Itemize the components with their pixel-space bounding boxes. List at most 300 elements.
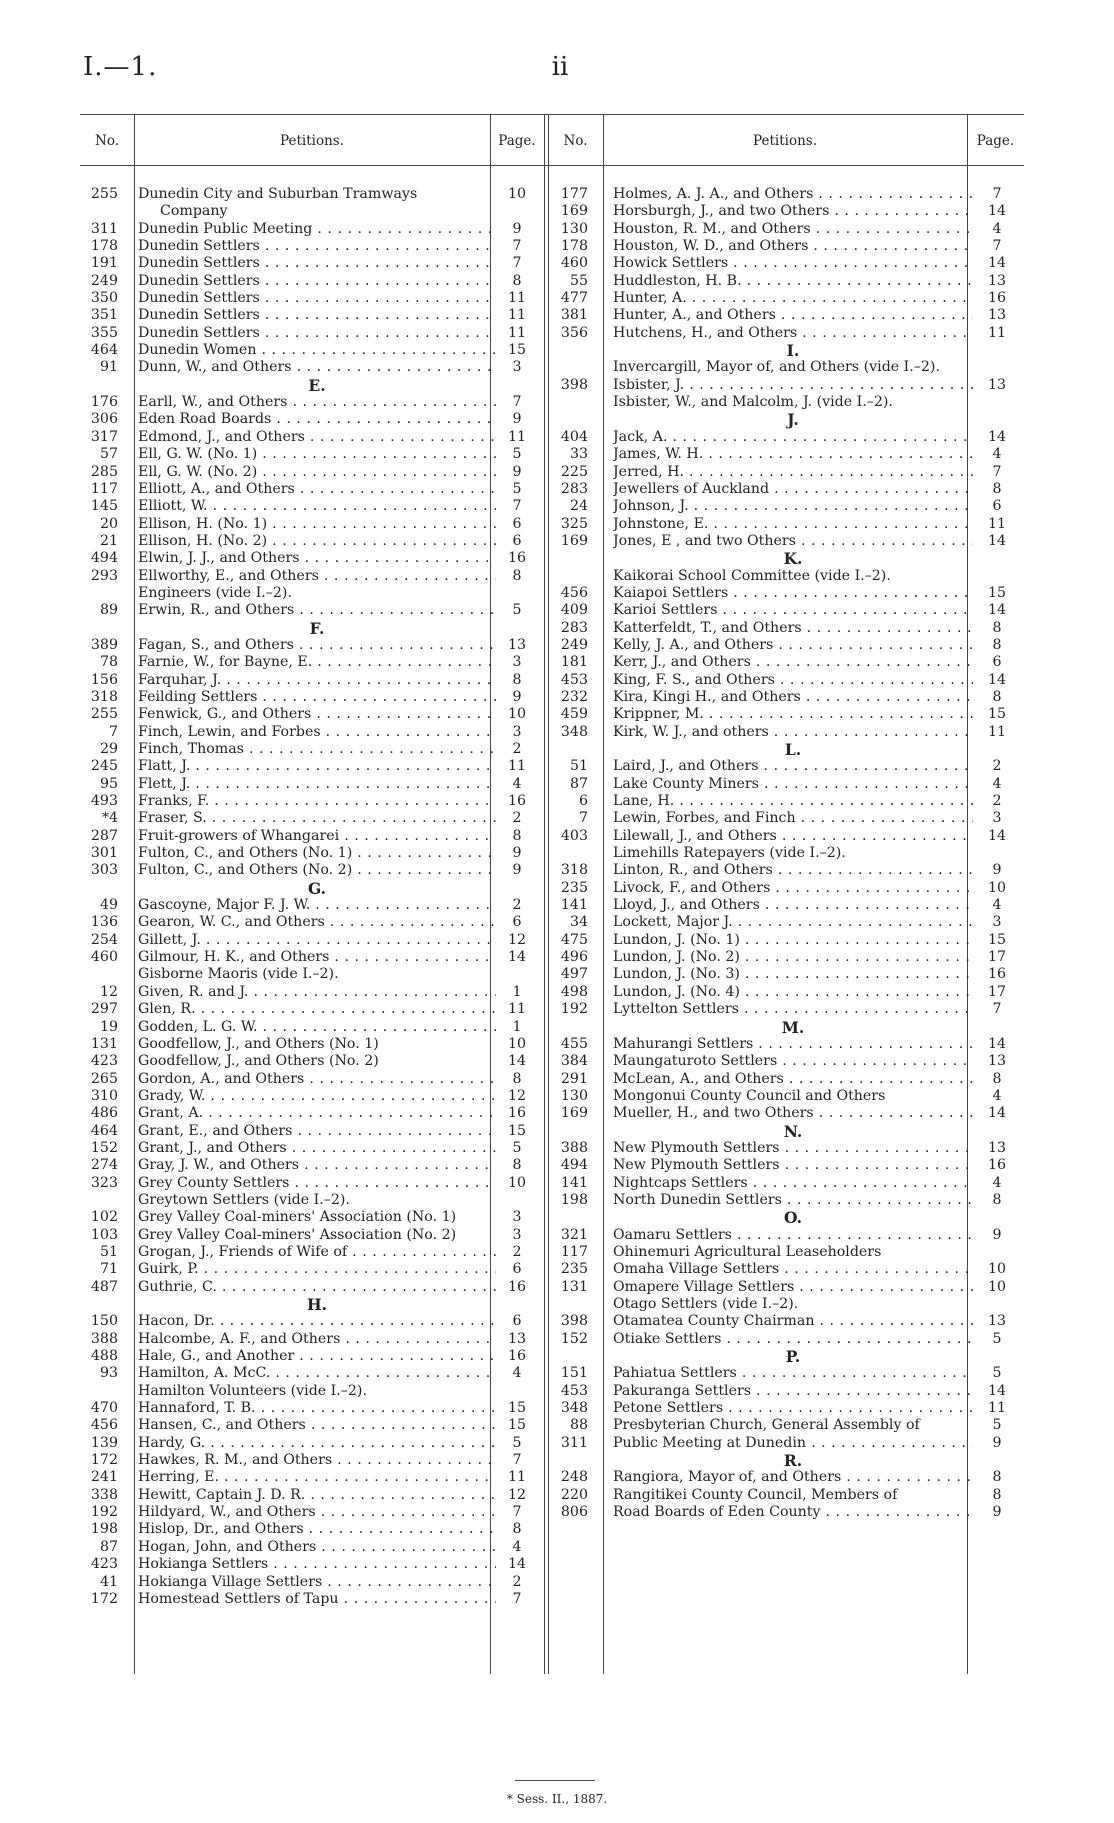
petition-row bbox=[548, 1071, 1024, 1088]
petition-page: 13 bbox=[987, 1139, 1007, 1156]
petition-number: 249 bbox=[560, 636, 588, 653]
right-header-page: Page. bbox=[976, 133, 1015, 149]
petition-name: Fenwick, G., and Others . . bbox=[138, 706, 496, 723]
petition-row bbox=[548, 1417, 1024, 1434]
petition-row bbox=[80, 307, 540, 324]
petition-row bbox=[548, 255, 1024, 272]
petition-page: 2 bbox=[992, 793, 1002, 810]
petition-row bbox=[80, 776, 540, 793]
petition-name: Dunedin Settlers . . bbox=[138, 325, 496, 342]
petition-name: Franks, F. . . bbox=[138, 793, 496, 810]
section-letter-heading bbox=[548, 1209, 1024, 1226]
petition-row bbox=[80, 654, 540, 671]
petition-name: Houston, W. D., and Others . . bbox=[613, 238, 973, 255]
petition-page: 4 bbox=[992, 897, 1002, 914]
petition-page: 14 bbox=[987, 428, 1007, 445]
petition-page: 16 bbox=[507, 550, 527, 567]
petition-row bbox=[80, 411, 540, 428]
petition-number: 20 bbox=[99, 515, 118, 532]
section-letter-heading bbox=[548, 550, 1024, 567]
petition-row bbox=[548, 1279, 1024, 1296]
table-header-rule bbox=[80, 165, 1024, 166]
petition-row bbox=[548, 1313, 1024, 1330]
petition-number: 178 bbox=[90, 238, 118, 255]
petition-number: 493 bbox=[90, 793, 118, 810]
petition-page: 3 bbox=[992, 914, 1002, 931]
left-header-no: No. bbox=[95, 133, 119, 149]
petition-name: Hamilton Volunteers (vide I.–2). bbox=[138, 1382, 367, 1399]
petition-page: 16 bbox=[987, 1157, 1007, 1174]
petition-row bbox=[80, 897, 540, 914]
petition-number: 57 bbox=[99, 446, 118, 463]
petition-page: 2 bbox=[512, 741, 522, 757]
petition-number: 241 bbox=[90, 1469, 118, 1486]
petition-number: 453 bbox=[560, 1382, 588, 1399]
petition-page: 11 bbox=[987, 1400, 1007, 1417]
petition-page: 15 bbox=[507, 1400, 527, 1417]
petition-number: 456 bbox=[90, 1417, 118, 1434]
petition-page: 11 bbox=[987, 324, 1007, 341]
petition-name: Kaikorai School Committee (vide I.–2). bbox=[613, 567, 891, 584]
petition-row bbox=[80, 984, 540, 1001]
petition-page: 14 bbox=[987, 255, 1007, 272]
petition-row bbox=[548, 724, 1024, 741]
petition-name: Company bbox=[160, 203, 228, 220]
petition-page: 6 bbox=[512, 515, 522, 532]
petition-row bbox=[80, 1383, 540, 1400]
petition-row bbox=[80, 255, 540, 272]
petition-number: 806 bbox=[560, 1504, 588, 1521]
petition-page: 15 bbox=[507, 1122, 527, 1139]
petition-row bbox=[80, 1521, 540, 1538]
petition-row bbox=[548, 221, 1024, 238]
petition-number: 172 bbox=[90, 1590, 118, 1607]
petition-number: 131 bbox=[560, 1278, 588, 1295]
petition-page: 8 bbox=[992, 1191, 1002, 1208]
petition-name: Johnstone, E. . . bbox=[613, 516, 973, 533]
petition-name: Erwin, R., and Others . . bbox=[138, 602, 496, 619]
petition-page: 2 bbox=[512, 1573, 522, 1590]
petition-row bbox=[80, 1140, 540, 1157]
petition-row bbox=[80, 568, 540, 585]
petition-name: Hislop, Dr., and Others . . bbox=[138, 1521, 496, 1538]
petition-name: Lewin, Forbes, and Finch . . bbox=[613, 810, 973, 827]
petition-name: Dunedin Women . . bbox=[138, 342, 496, 359]
petition-number: 381 bbox=[560, 307, 588, 324]
petition-row bbox=[80, 481, 540, 498]
petition-name: Horsburgh, J., and two Others . . bbox=[613, 203, 973, 220]
petition-number: 91 bbox=[99, 359, 118, 376]
petition-page: 13 bbox=[507, 636, 527, 653]
petition-name: Grey County Settlers . . bbox=[138, 1175, 496, 1192]
petition-row bbox=[548, 949, 1024, 966]
petition-number: 71 bbox=[99, 1261, 118, 1278]
petition-name: Petone Settlers . . bbox=[613, 1400, 973, 1417]
section-letter-heading bbox=[548, 411, 1024, 428]
petition-name: Herring, E. . . bbox=[138, 1469, 496, 1486]
petition-page: 11 bbox=[507, 307, 527, 324]
petition-row bbox=[80, 394, 540, 411]
petition-page: 10 bbox=[987, 1278, 1007, 1295]
petition-name: Mahurangi Settlers . . bbox=[613, 1036, 973, 1053]
petition-name: New Plymouth Settlers . . bbox=[613, 1140, 973, 1157]
petition-number: 130 bbox=[560, 220, 588, 237]
section-letter: F. bbox=[309, 618, 325, 638]
petition-name: Otiake Settlers . . bbox=[613, 1331, 973, 1348]
petition-number: 355 bbox=[90, 324, 118, 341]
petition-name: Huddleston, H. B. . . bbox=[613, 273, 973, 290]
petition-row bbox=[80, 672, 540, 689]
petition-row bbox=[80, 1487, 540, 1504]
petition-name: Flatt, J. . . bbox=[138, 758, 496, 775]
petition-name: Lake County Miners . . bbox=[613, 776, 973, 793]
petition-name: Goodfellow, J., and Others (No. 2) bbox=[138, 1053, 379, 1070]
petition-number: 130 bbox=[560, 1087, 588, 1104]
petition-page: 16 bbox=[507, 1348, 527, 1365]
section-letter: R. bbox=[783, 1451, 803, 1471]
left-header-petitions: Petitions. bbox=[280, 133, 344, 149]
section-letter: E. bbox=[308, 375, 326, 395]
petition-row bbox=[548, 1175, 1024, 1192]
petition-name: Fulton, C., and Others (No. 2) . . bbox=[138, 862, 496, 879]
petition-page: 3 bbox=[512, 1209, 522, 1226]
section-letter-heading bbox=[548, 1452, 1024, 1469]
right-header-no: No. bbox=[563, 133, 588, 149]
petition-number: 117 bbox=[90, 480, 118, 497]
petition-name: Gearon, W. C., and Others . . bbox=[138, 914, 496, 931]
petition-number: 398 bbox=[560, 1313, 588, 1330]
petition-name: Otamatea County Chairman . . bbox=[613, 1313, 973, 1330]
petition-name: Dunedin Settlers . . bbox=[138, 238, 496, 255]
petition-page: 6 bbox=[512, 1261, 522, 1278]
petition-page: 13 bbox=[987, 1313, 1007, 1330]
petition-number: 198 bbox=[90, 1521, 118, 1538]
petition-page: 3 bbox=[512, 359, 522, 376]
column-divider-center bbox=[544, 114, 545, 1674]
petition-number: 403 bbox=[560, 827, 588, 844]
petition-page: 12 bbox=[507, 1087, 527, 1104]
petition-number: 287 bbox=[90, 827, 118, 844]
petition-number: 338 bbox=[90, 1486, 118, 1503]
petition-page: 15 bbox=[987, 706, 1007, 723]
petition-row bbox=[548, 568, 1024, 585]
petition-page: 6 bbox=[992, 498, 1002, 515]
petition-name: Edmond, J., and Others . . bbox=[138, 429, 496, 446]
petition-number: 459 bbox=[560, 706, 588, 723]
petition-name: Grant, E., and Others . . bbox=[138, 1123, 496, 1140]
petition-name: Isbister, W., and Malcolm, J. (vide I.–2). bbox=[613, 394, 893, 411]
petition-number: 151 bbox=[560, 1365, 588, 1382]
section-letter: J. bbox=[787, 410, 799, 430]
petition-number: 486 bbox=[90, 1105, 118, 1122]
petition-number: 494 bbox=[560, 1157, 588, 1174]
petition-number: 145 bbox=[90, 498, 118, 515]
petition-row bbox=[548, 1296, 1024, 1313]
petition-name: Gilmour, H. K., and Others . . bbox=[138, 949, 496, 966]
petition-number: 7 bbox=[108, 723, 118, 740]
petition-name: Lilewall, J., and Others . . bbox=[613, 828, 973, 845]
section-letter-heading bbox=[548, 1348, 1024, 1365]
petition-name: Finch, Lewin, and Forbes . . bbox=[138, 724, 496, 741]
petition-row bbox=[80, 1435, 540, 1452]
petition-row bbox=[80, 290, 540, 307]
petition-page: 14 bbox=[987, 602, 1007, 619]
petition-page: 6 bbox=[512, 914, 522, 931]
petition-page: 7 bbox=[512, 498, 522, 515]
petition-row bbox=[548, 1435, 1024, 1452]
petition-name: Dunedin Settlers . . bbox=[138, 307, 496, 324]
petition-name: Mueller, H., and two Others . . bbox=[613, 1105, 973, 1122]
petition-name: Guirk, P. . . bbox=[138, 1261, 496, 1278]
petition-page: 12 bbox=[507, 1486, 527, 1503]
petition-number: 87 bbox=[569, 775, 588, 792]
petition-page: 7 bbox=[512, 1504, 522, 1521]
page-number: ii bbox=[551, 52, 569, 82]
petition-name: Feilding Settlers . . bbox=[138, 689, 496, 706]
petition-page: 15 bbox=[987, 931, 1007, 948]
petition-name: Isbister, J. . . bbox=[613, 377, 973, 394]
petition-row bbox=[80, 706, 540, 723]
petition-row bbox=[548, 1105, 1024, 1122]
petition-number: 350 bbox=[90, 290, 118, 307]
petition-name: Houston, R. M., and Others . . bbox=[613, 221, 973, 238]
petition-name: Lyttelton Settlers . . bbox=[613, 1001, 973, 1018]
petition-number: 464 bbox=[90, 342, 118, 359]
petition-number: 356 bbox=[560, 324, 588, 341]
petition-page: 8 bbox=[992, 619, 1002, 636]
petition-row bbox=[548, 706, 1024, 723]
section-letter-heading bbox=[80, 377, 540, 394]
petition-row bbox=[548, 1227, 1024, 1244]
petition-name: Fagan, S., and Others . . bbox=[138, 637, 496, 654]
petition-page: 7 bbox=[512, 255, 522, 272]
petition-number: 255 bbox=[90, 186, 118, 202]
petition-row bbox=[80, 1192, 540, 1209]
petition-row bbox=[80, 516, 540, 533]
petition-row bbox=[80, 1574, 540, 1591]
section-letter: G. bbox=[307, 878, 327, 898]
petition-number: 21 bbox=[99, 532, 118, 549]
petition-page: 14 bbox=[507, 949, 527, 966]
petition-page: 4 bbox=[512, 1365, 522, 1382]
petition-number: 150 bbox=[90, 1313, 118, 1330]
petition-row bbox=[80, 1504, 540, 1521]
petition-page: 10 bbox=[507, 706, 527, 723]
petition-name: Johnson, J. . . bbox=[613, 498, 973, 515]
petition-row bbox=[548, 516, 1024, 533]
petition-row bbox=[548, 1261, 1024, 1278]
petition-name: Grey Valley Coal-miners' Association (No. 2) bbox=[138, 1226, 457, 1243]
petition-name: Elliott, A., and Others . . bbox=[138, 481, 496, 498]
petition-row bbox=[548, 654, 1024, 671]
petition-number: 192 bbox=[90, 1504, 118, 1521]
petition-name: Rangiora, Mayor of, and Others . . bbox=[613, 1469, 973, 1486]
petition-page: 5 bbox=[512, 1139, 522, 1156]
left-petitions-column bbox=[80, 186, 540, 1608]
petition-name: Ohinemuri Agricultural Leaseholders bbox=[613, 1243, 882, 1260]
petition-page: 7 bbox=[512, 1452, 522, 1469]
petition-page: 16 bbox=[987, 290, 1007, 307]
petition-number: 141 bbox=[560, 1174, 588, 1191]
petition-name: Gordon, A., and Others . . bbox=[138, 1071, 496, 1088]
petition-page: 5 bbox=[512, 446, 522, 463]
section-letter-heading bbox=[80, 620, 540, 637]
petition-number: 265 bbox=[90, 1070, 118, 1087]
petition-row bbox=[80, 845, 540, 862]
petition-name: Hacon, Dr. . . bbox=[138, 1313, 496, 1330]
petition-name: Lane, H. . . bbox=[613, 793, 973, 810]
petition-page: 14 bbox=[987, 671, 1007, 688]
petition-number: 177 bbox=[560, 186, 588, 202]
petition-name: Jerred, H. . . bbox=[613, 464, 973, 481]
petition-name: Fruit-growers of Whangarei . . bbox=[138, 828, 496, 845]
petition-name: Maungaturoto Settlers . . bbox=[613, 1053, 973, 1070]
petition-page: 14 bbox=[987, 1105, 1007, 1122]
petition-row bbox=[80, 1365, 540, 1382]
petition-number: 477 bbox=[560, 290, 588, 307]
document-reference: I.—1. bbox=[83, 52, 158, 82]
petition-row bbox=[548, 966, 1024, 983]
petition-page: 13 bbox=[987, 376, 1007, 393]
petition-name: Holmes, A. J. A., and Others . . bbox=[613, 186, 973, 203]
petition-page: 2 bbox=[512, 897, 522, 914]
petition-page: 2 bbox=[512, 1243, 522, 1260]
petition-number: 470 bbox=[90, 1400, 118, 1417]
petition-number: 498 bbox=[560, 983, 588, 1000]
petition-page: 9 bbox=[992, 862, 1002, 879]
petition-row bbox=[80, 498, 540, 515]
petition-page: 7 bbox=[992, 463, 1002, 480]
petition-row bbox=[548, 1140, 1024, 1157]
petition-page: 4 bbox=[992, 446, 1002, 463]
petition-number: 245 bbox=[90, 758, 118, 775]
petition-number: 348 bbox=[560, 1400, 588, 1417]
petition-row bbox=[548, 1088, 1024, 1105]
petition-row bbox=[80, 1556, 540, 1573]
petition-row bbox=[548, 845, 1024, 862]
petition-row bbox=[80, 1244, 540, 1261]
petition-row bbox=[80, 949, 540, 966]
petition-name: Grogan, J., Friends of Wife of . . bbox=[138, 1244, 496, 1261]
petition-row bbox=[80, 741, 540, 758]
petition-page: 9 bbox=[512, 862, 522, 879]
petition-page: 7 bbox=[512, 394, 522, 411]
petition-page: 11 bbox=[507, 1001, 527, 1018]
petition-page: 1 bbox=[512, 983, 522, 1000]
petition-name: Laird, J., and Others . . bbox=[613, 758, 973, 775]
petition-page: 13 bbox=[987, 272, 1007, 289]
petition-name: Linton, R., and Others . . bbox=[613, 862, 973, 879]
petition-page: 8 bbox=[512, 567, 522, 584]
petition-row bbox=[548, 689, 1024, 706]
petition-row bbox=[548, 290, 1024, 307]
petition-number: 297 bbox=[90, 1001, 118, 1018]
petition-name: Farnie, W., for Bayne, E. . . bbox=[138, 654, 496, 671]
petition-name: Finch, Thomas . . bbox=[138, 741, 496, 758]
petition-page: 5 bbox=[992, 1417, 1002, 1434]
petition-number: 33 bbox=[569, 446, 588, 463]
petition-number: 283 bbox=[560, 619, 588, 636]
petition-page: 4 bbox=[512, 775, 522, 792]
petition-name: Halcombe, A. F., and Others . . bbox=[138, 1331, 496, 1348]
petition-number: 494 bbox=[90, 550, 118, 567]
petition-number: 89 bbox=[99, 602, 118, 619]
petition-page: 15 bbox=[507, 342, 527, 359]
petition-page: 4 bbox=[992, 1174, 1002, 1191]
petition-number: 423 bbox=[90, 1556, 118, 1573]
petition-page: 13 bbox=[987, 307, 1007, 324]
petition-name: Gascoyne, Major F. J. W. . . bbox=[138, 897, 496, 914]
petition-page: 8 bbox=[992, 1469, 1002, 1486]
petition-name: Pakuranga Settlers . . bbox=[613, 1383, 973, 1400]
petition-page: 11 bbox=[507, 428, 527, 445]
petition-number: 464 bbox=[90, 1122, 118, 1139]
petition-row bbox=[80, 862, 540, 879]
petition-row bbox=[80, 325, 540, 342]
petition-page: 3 bbox=[512, 1226, 522, 1243]
left-header-page: Page. bbox=[498, 133, 536, 149]
petition-page: 7 bbox=[992, 1001, 1002, 1018]
petition-number: 176 bbox=[90, 394, 118, 411]
petition-name: Dunn, W., and Others . . bbox=[138, 359, 496, 376]
petition-page: 5 bbox=[512, 480, 522, 497]
petition-number: 311 bbox=[560, 1434, 588, 1451]
petition-row bbox=[80, 1175, 540, 1192]
petition-number: 232 bbox=[560, 688, 588, 705]
petition-row bbox=[548, 1504, 1024, 1521]
petition-page: 8 bbox=[512, 1521, 522, 1538]
petition-number: 303 bbox=[90, 862, 118, 879]
petition-name: Hale, G., and Another . . bbox=[138, 1348, 496, 1365]
petition-number: 136 bbox=[90, 914, 118, 931]
petition-name: Rangitikei County Council, Members of bbox=[613, 1486, 898, 1503]
petition-row bbox=[80, 533, 540, 550]
petition-name: Kira, Kingi H., and Others . . bbox=[613, 689, 973, 706]
petition-row bbox=[548, 620, 1024, 637]
petition-name: Gray, J. W., and Others . . bbox=[138, 1157, 496, 1174]
petition-page: 17 bbox=[987, 949, 1007, 966]
petition-number: 169 bbox=[560, 1105, 588, 1122]
petition-row bbox=[548, 1400, 1024, 1417]
petition-page: 5 bbox=[992, 1330, 1002, 1347]
petition-name: Elliott, W. . . bbox=[138, 498, 496, 515]
petition-row bbox=[80, 1053, 540, 1070]
petition-name: Nightcaps Settlers . . bbox=[613, 1175, 973, 1192]
petition-number: 285 bbox=[90, 463, 118, 480]
petition-number: 117 bbox=[560, 1243, 588, 1260]
petition-name: McLean, A., and Others . . bbox=[613, 1071, 973, 1088]
petition-row bbox=[80, 464, 540, 481]
petition-page: 9 bbox=[512, 220, 522, 237]
petition-row bbox=[548, 602, 1024, 619]
petition-row bbox=[80, 1591, 540, 1608]
petition-row bbox=[548, 897, 1024, 914]
petition-page: 2 bbox=[512, 810, 522, 827]
petition-number: 34 bbox=[569, 914, 588, 931]
petition-number: 488 bbox=[90, 1348, 118, 1365]
petition-page: 8 bbox=[512, 272, 522, 289]
petition-name: Road Boards of Eden County . . bbox=[613, 1504, 973, 1521]
petition-name: Livock, F., and Others . . bbox=[613, 880, 973, 897]
petition-row bbox=[548, 914, 1024, 931]
petition-row bbox=[80, 793, 540, 810]
petition-row bbox=[548, 429, 1024, 446]
petition-number: 301 bbox=[90, 845, 118, 862]
petition-page: 9 bbox=[512, 463, 522, 480]
petition-page: 8 bbox=[512, 671, 522, 688]
petition-name: Gillett, J. . . bbox=[138, 932, 496, 949]
petition-number: 152 bbox=[560, 1330, 588, 1347]
